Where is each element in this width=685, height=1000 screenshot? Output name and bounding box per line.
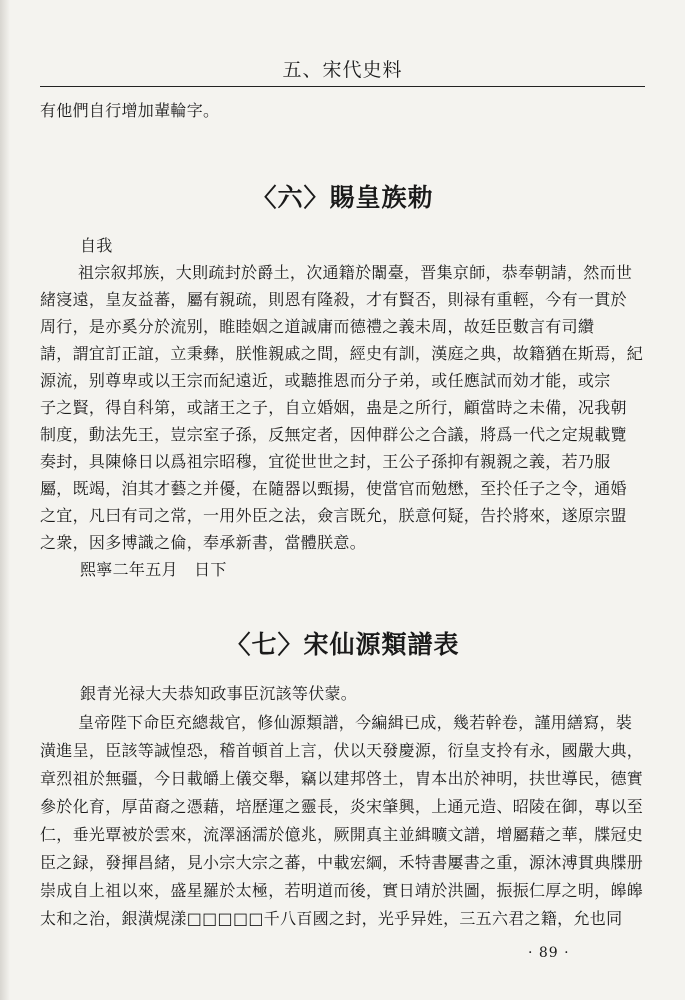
text-line: 臣之録，發揮昌緒，見小宗大宗之蕃，中載宏綱，禾特書屢書之重，源沐溥貫典牒册 <box>40 853 644 872</box>
section-title-6: 〈六〉賜皇族勅 <box>251 183 434 212</box>
text-line: 子之賢，得自科第，或諸王之子，自立婚姻，蛊是之所行，顧當時之未備，况我朝 <box>40 398 627 417</box>
text-line: 之宜，凡曰有司之常，一用外臣之法，僉言既允，朕意何疑，告扵將來，遂原宗盟 <box>40 506 627 525</box>
running-head: 五、宋代史料 <box>282 59 403 81</box>
intro-line: 有他們自行增加輩輪字。 <box>40 101 220 120</box>
header-rule <box>40 86 645 87</box>
text-line: 源流，别尊卑或以王宗而紀遠近，或聽推恩而分子弟，或任應試而効才能，或宗 <box>40 371 611 390</box>
text-line: 潢進呈，臣該等誠惶恐，稽首頓首上言，伏以天發慶源，衍皇支拎有永，國嚴大典， <box>40 741 644 760</box>
text-line: 請，謂宜訂正誼，立秉彝，朕惟親戚之間，經史有訓，漢庭之典，故籍猶在斯焉，紀 <box>40 344 644 363</box>
text-line: 周行，是亦奚分於流别，睢睦姻之道誠庸而德禮之義未周，故廷臣數言有司纘 <box>40 317 595 336</box>
text-line: 制度，動法先王，豈宗室子孫，反無定者，因伸群公之合議，將爲一代之定規載覽 <box>40 425 627 444</box>
text-line: 祖宗叙邦族，大則疏封於爵土，次通籍於闈臺，晋集京師，恭奉朝請，然而世 <box>78 263 633 282</box>
page-gutter-shadow <box>0 0 10 1000</box>
text-line: 仁，垂光覃被於雲來，流澤涵濡於億兆，厥開真主並緝曠文譜，增屬藉之華，牒冠史 <box>40 825 644 844</box>
text-line: 參於化育，厚苗裔之憑藉，培歷運之靈長，炎宋肇興，上通元造、昭陵在御，專以至 <box>40 797 644 816</box>
opening-line: 銀青光禄大夫恭知政事臣沉該等伏蒙。 <box>80 684 358 703</box>
text-line: 之衆，因多博識之倫，奉承新書，當體朕意。 <box>40 533 367 552</box>
text-line: 緒寖遠，皇友益蕃，屬有親疏，則恩有隆殺，才有賢否，則禄有重輕，今有一貫於 <box>40 290 627 309</box>
date-line: 熙寧二年五月 日下 <box>80 560 227 579</box>
text-line: 屬，既竭，洎其才藝之并優，在隨器以甄揚，使當官而勉懋，至扵任子之令，通婚 <box>40 479 627 498</box>
text-line: 章烈祖於無疆，今日載皭上儀交舉，竊以建邦啓土，胄本出於神明，扶世導民，德實 <box>40 769 644 788</box>
salutation: 自我 <box>80 236 113 255</box>
text-line: 奏封，具陳條日以爲祖宗昭穆，宜從世世之封，王公子孫抑有親親之義，若乃服 <box>40 452 611 471</box>
section-title-7: 〈七〉宋仙源類譜表 <box>225 630 460 659</box>
text-line: 崇成自上祖以來，盛星羅於太極，若明道而後，實日靖於洪圖，振振仁厚之明，皞皞 <box>40 881 644 900</box>
page-number: · 89 · <box>528 945 570 961</box>
text-line: 太和之治，銀潢熀漾□□□□□千八百國之封，光乎异姓，三五六君之籍，允也同 <box>40 909 623 928</box>
text-line: 皇帝陛下命臣充總裁官，修仙源類譜，今編緝已成，幾若幹卷，謹用繕寫，裝 <box>78 713 633 732</box>
